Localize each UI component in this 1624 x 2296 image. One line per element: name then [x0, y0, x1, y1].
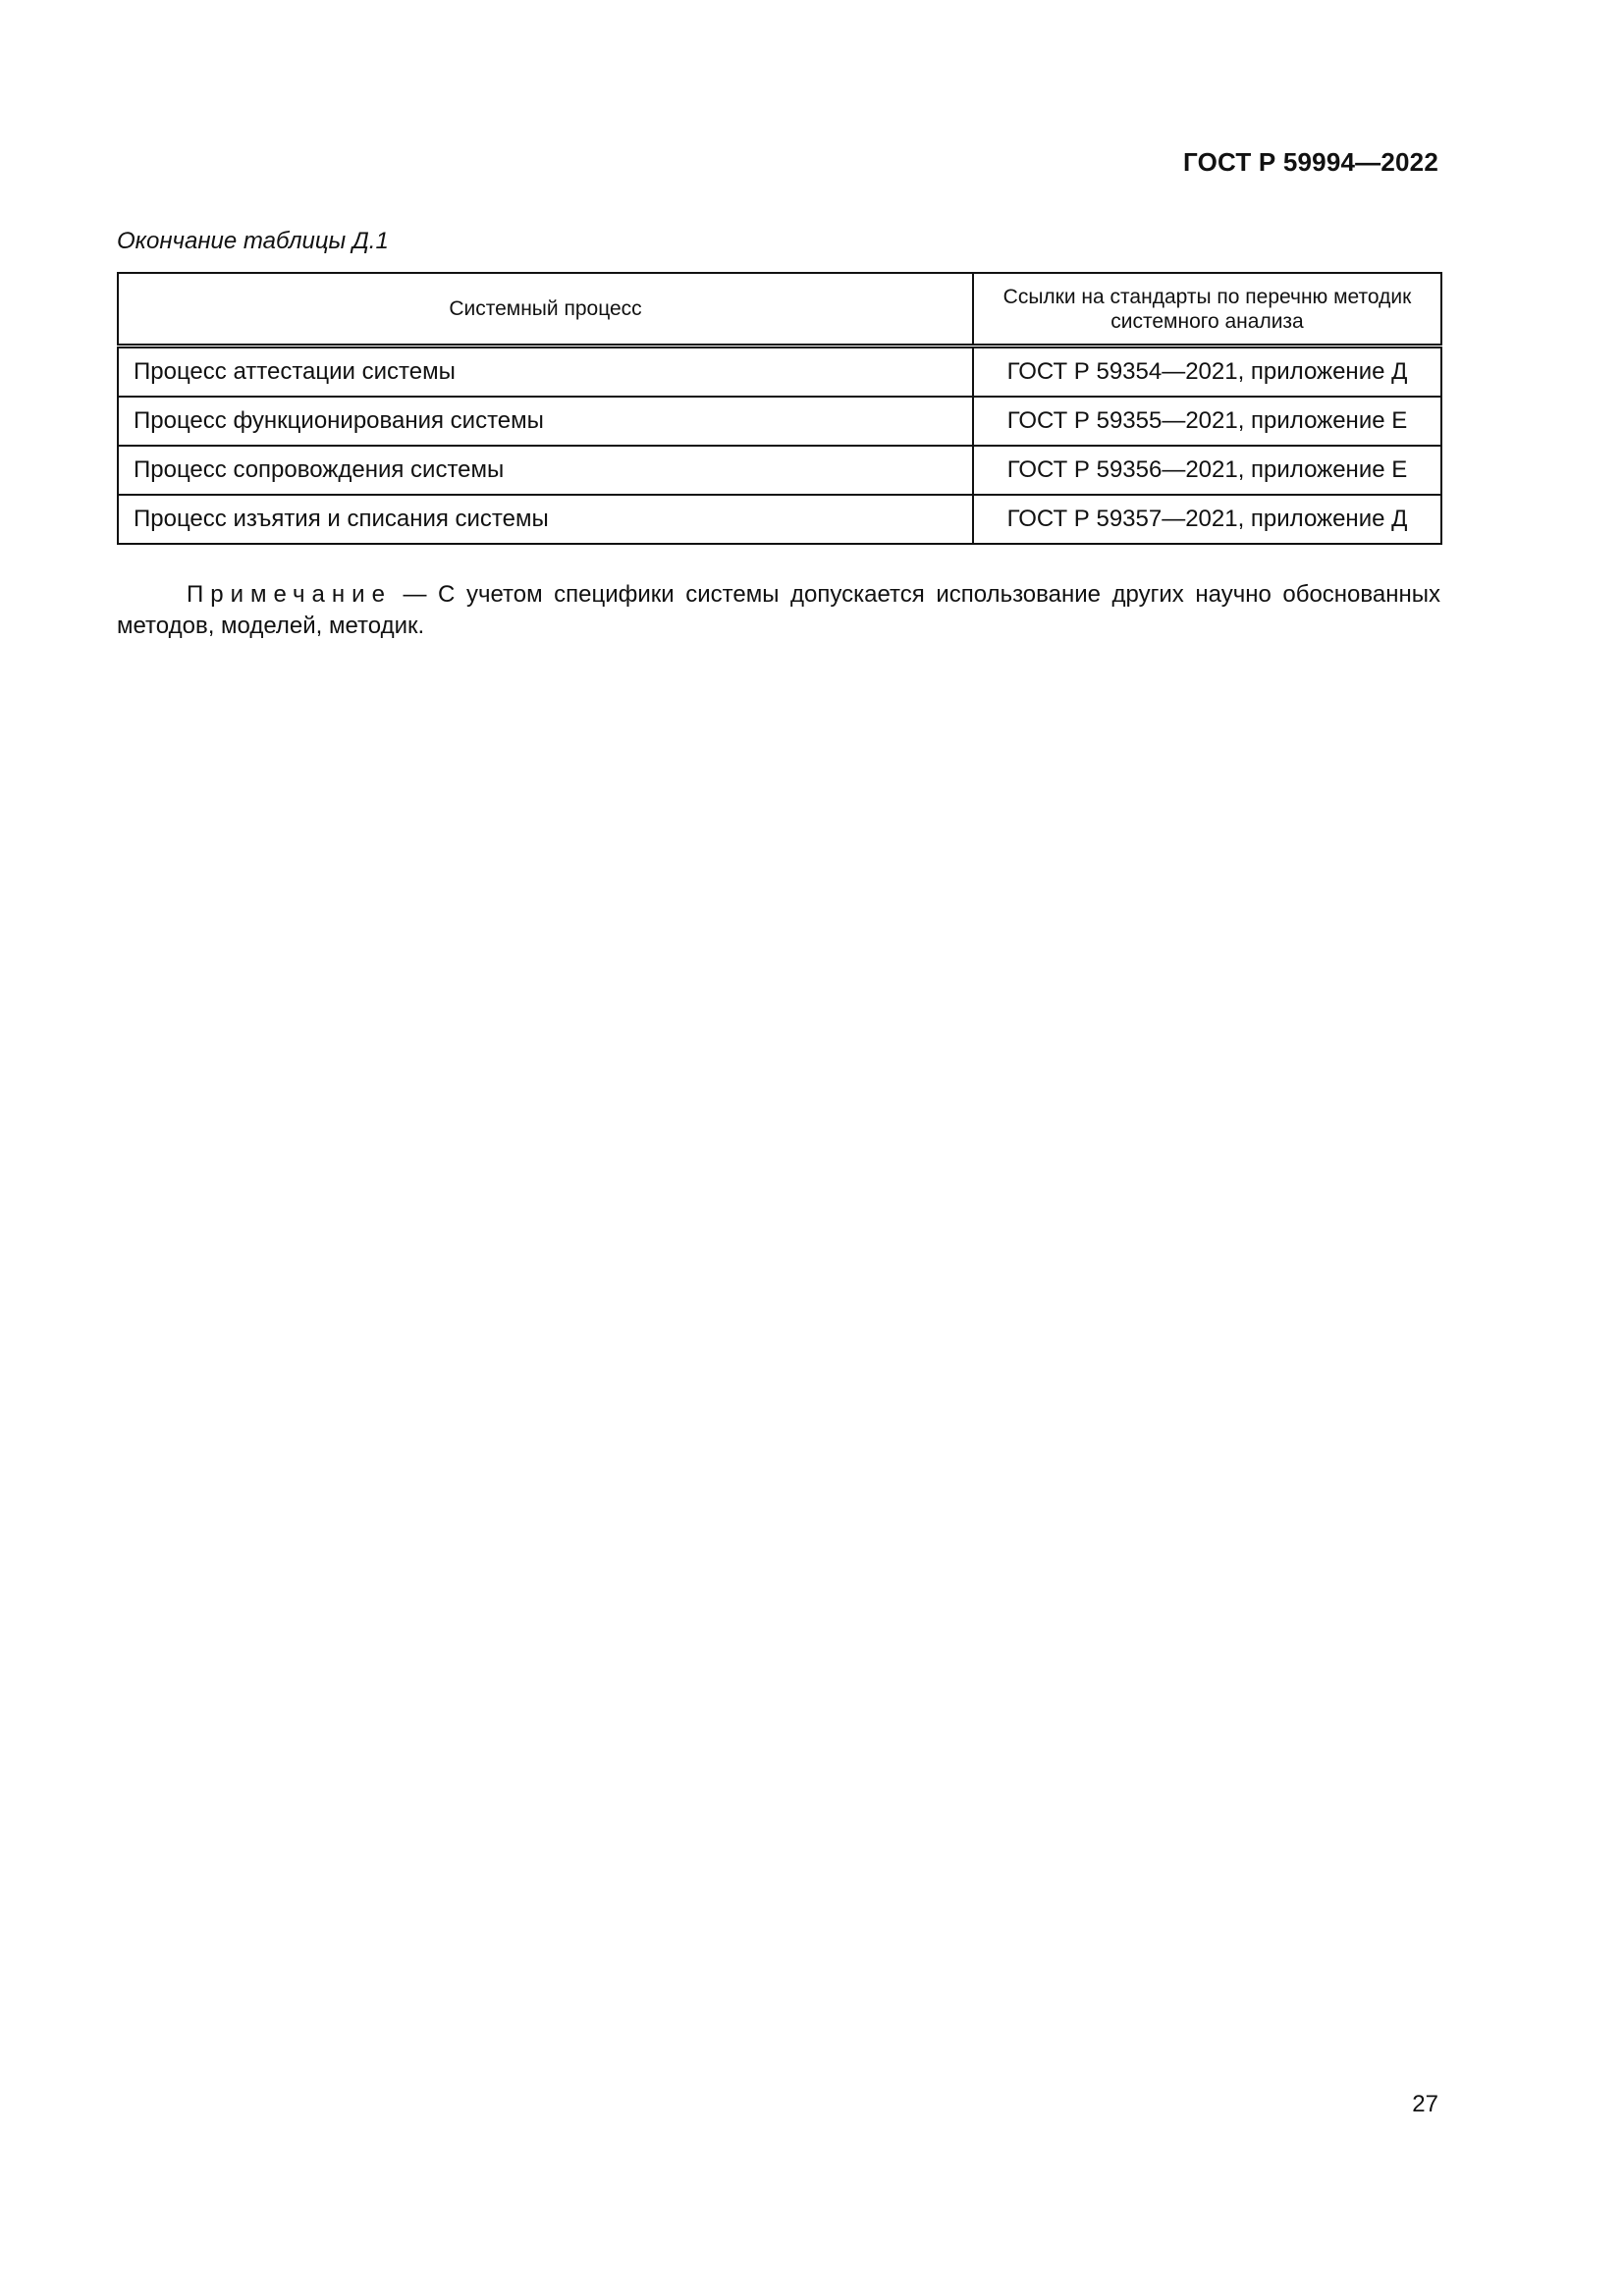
standards-table — [117, 272, 1442, 545]
table-caption: Окончание таблицы Д.1 — [117, 228, 389, 254]
process-cell: Процесс аттестации системы — [118, 347, 973, 398]
column-header-process: Системный процесс — [118, 273, 973, 347]
page-number: 27 — [1412, 2091, 1438, 2117]
table-row — [118, 397, 1441, 446]
column-header-references — [973, 273, 1441, 347]
table-row — [118, 495, 1441, 544]
table-row — [118, 347, 1441, 398]
process-cell: Процесс изъятия и списания системы — [118, 495, 973, 544]
note-label: Примечание — [187, 581, 392, 608]
reference-cell: ГОСТ Р 59356—2021, приложение Е — [973, 446, 1441, 495]
process-cell: Процесс функционирования системы — [118, 397, 973, 446]
table-header-row — [118, 273, 1441, 347]
note-text: — С учетом специфики системы допускается использование других научно обоснованных методов, моделей, методик. — [117, 581, 1440, 639]
document-code: ГОСТ Р 59994—2022 — [1183, 147, 1438, 177]
reference-cell: ГОСТ Р 59357—2021, приложение Д — [973, 495, 1441, 544]
column-header-references-text: Ссылки на стандарты по перечню методик системного анализа — [1002, 285, 1412, 333]
reference-cell: ГОСТ Р 59355—2021, приложение Е — [973, 397, 1441, 446]
reference-cell: ГОСТ Р 59354—2021, приложение Д — [973, 347, 1441, 398]
table-row — [118, 446, 1441, 495]
table-note — [117, 579, 1440, 642]
process-cell: Процесс сопровождения системы — [118, 446, 973, 495]
